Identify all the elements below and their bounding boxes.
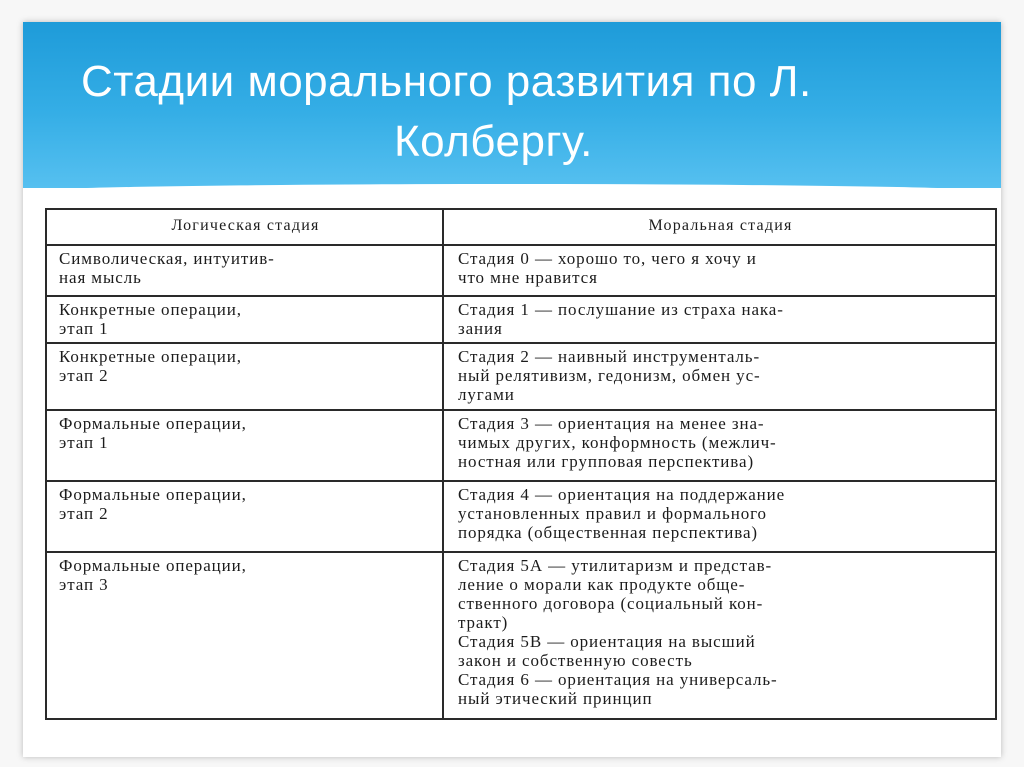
table-row [46,296,996,343]
header-moral-stage: Моральная стадия [443,209,996,245]
logical-stage-cell [46,410,443,481]
table-row [46,481,996,552]
cell-line: ление о морали как продукте обще- [458,575,746,594]
table-row [46,245,996,296]
cell-line: Конкретные операции, [59,347,242,366]
moral-stage-cell [443,410,996,481]
moral-stage-cell [443,552,996,719]
cell-line: ный этический принцип [458,689,653,708]
logical-stage-cell [46,245,443,296]
cell-line: закон и собственную совесть [458,651,693,670]
cell-line: этап 2 [59,504,109,523]
moral-stage-cell [443,245,996,296]
slide-title [81,52,961,172]
table-row [46,552,996,719]
cell-line: Формальные операции, [59,556,247,575]
cell-line: порядка (общественная перспектива) [458,523,758,542]
table-header-row [46,209,996,245]
cell-line: Стадия 0 — хорошо то, чего я хочу и [458,249,757,268]
moral-stage-cell [443,296,996,343]
cell-line: Символическая, интуитив- [59,249,275,268]
cell-line: что мне нравится [458,268,598,287]
cell-line: этап 2 [59,366,109,385]
cell-line: Конкретные операции, [59,300,242,319]
scanned-table-image [33,204,999,749]
title-band [23,22,1001,188]
cell-line: чимых других, конформность (межлич- [458,433,777,452]
header-logical-stage: Логическая стадия [46,209,443,245]
cell-line: этап 3 [59,575,109,594]
cell-line: этап 1 [59,433,109,452]
slide-title-line-1: Стадии морального развития по Л. [81,57,812,106]
cell-line: Формальные операции, [59,414,247,433]
cell-line: Стадия 4 — ориентация на поддержание [458,485,786,504]
slide-title-line-2: Колбергу. [394,117,593,166]
logical-stage-cell [46,552,443,719]
stages-table [45,208,997,720]
cell-line: Стадия 2 — наивный инструменталь- [458,347,761,366]
cell-line: ственного договора (социальный кон- [458,594,764,613]
slide [23,22,1001,757]
table-row [46,343,996,410]
cell-line: ностная или групповая перспектива) [458,452,755,471]
cell-line: Стадия 1 — послушание из страха нака- [458,300,784,319]
cell-line: Формальные операции, [59,485,247,504]
cell-line: Стадия 6 — ориентация на универсаль- [458,670,778,689]
cell-line: тракт) [458,613,509,632]
cell-line: Стадия 5А — утилитаризм и представ- [458,556,773,575]
cell-line: зания [458,319,503,338]
cell-line: Стадия 3 — ориентация на менее зна- [458,414,765,433]
cell-line: ная мысль [59,268,142,287]
cell-line: лугами [458,385,515,404]
logical-stage-cell [46,343,443,410]
cell-line: Стадия 5В — ориентация на высший [458,632,756,651]
cell-line: установленных правил и формального [458,504,767,523]
table-row [46,410,996,481]
moral-stage-cell [443,343,996,410]
moral-stage-cell [443,481,996,552]
logical-stage-cell [46,481,443,552]
cell-line: этап 1 [59,319,109,338]
logical-stage-cell [46,296,443,343]
cell-line: ный релятивизм, гедонизм, обмен ус- [458,366,761,385]
